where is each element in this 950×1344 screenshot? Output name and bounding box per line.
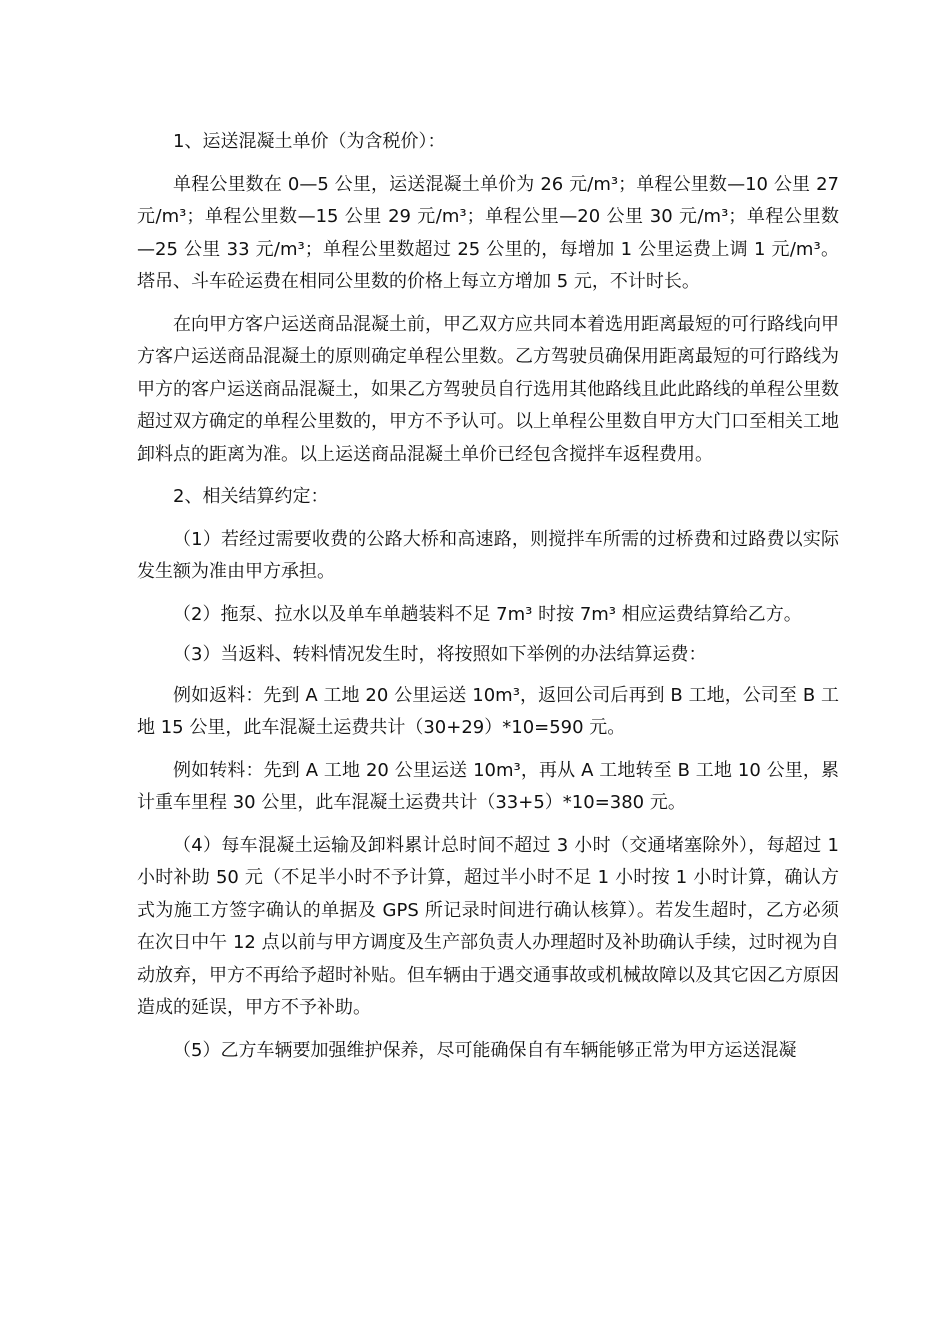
section-heading-settlement: 2、相关结算约定：	[173, 486, 329, 507]
section-heading-unit-price: 1、运送混凝土单价（为含税价）：	[173, 131, 446, 152]
example-transfer-load: 例如转料：先到 A 工地 20 公里运送 10m³，再从 A 工地转至 B 工地 10 公里，累计重车里程 30 公里，此车混凝土运费共计（33+5）*10=380 元。	[137, 759, 839, 813]
clause-1-tolls: （1）若经过需要收费的公路大桥和高速路，则搅拌车所需的过桥费和过路费以实际发生额为准由甲方承担。	[137, 528, 839, 582]
clause-3-return-transfer: （3）当返料、转料情况发生时，将按照如下举例的办法结算运费：	[173, 644, 707, 665]
clause-2-minimum-load: （2）拖泵、拉水以及单车单趟装料不足 7m³ 时按 7m³ 相应运费结算给乙方。	[173, 603, 802, 625]
example-return-load: 例如返料：先到 A 工地 20 公里运送 10m³，返回公司后再到 B 工地，公司至 B 工地 15 公里，此车混凝土运费共计（30+29）*10=590 元。	[137, 684, 839, 738]
document-body	[137, 126, 839, 1077]
clause-5-maintenance: （5）乙方车辆要加强维护保养，尽可能确保自有车辆能够正常为甲方运送混凝	[173, 1039, 797, 1061]
clause-4-overtime: （4）每车混凝土运输及卸料累计总时间不超过 3 小时（交通堵塞除外），每超过 1 小时补助 50 元（不足半小时不予计算，超过半小时不足 1 小时按 1 小时计算，确认方式为施工方签字确认的单据及 GPS 所记录时间进行确认核算）。若发生超时，乙方必须在次日中午 12 点以前与甲方调度及生产部负责人办理超时及补助确认手续，过时视为自动放弃，甲方不再给予超时补贴。但车辆由于遇交通事故或机械故障以及其它因乙方原因造成的延误，甲方不予补助。	[137, 834, 839, 1018]
paragraph-route-distance: 在向甲方客户运送商品混凝土前，甲乙双方应共同本着选用距离最短的可行路线向甲方客户运送商品混凝土的原则确定单程公里数。乙方驾驶员确保用距离最短的可行路线为甲方的客户运送商品混凝土，如果乙方驾驶员自行选用其他路线且此此路线的单程公里数超过双方确定的单程公里数的，甲方不予认可。以上单程公里数自甲方大门口至相关工地卸料点的距离为准。以上运送商品混凝土单价已经包含搅拌车返程费用。	[137, 313, 839, 465]
paragraph-price-schedule: 单程公里数在 0—5 公里，运送混凝土单价为 26 元/m³；单程公里数—10 公里 27 元/m³；单程公里数—15 公里 29 元/m³；单程公里—20 公里 30 元/m³；单程公里数—25 公里 33 元/m³；单程公里数超过 25 公里的，每增加 1 公里运费上调 1 元/m³。塔吊、斗车砼运费在相同公里数的价格上每立方增加 5 元，不计时长。	[137, 173, 839, 292]
